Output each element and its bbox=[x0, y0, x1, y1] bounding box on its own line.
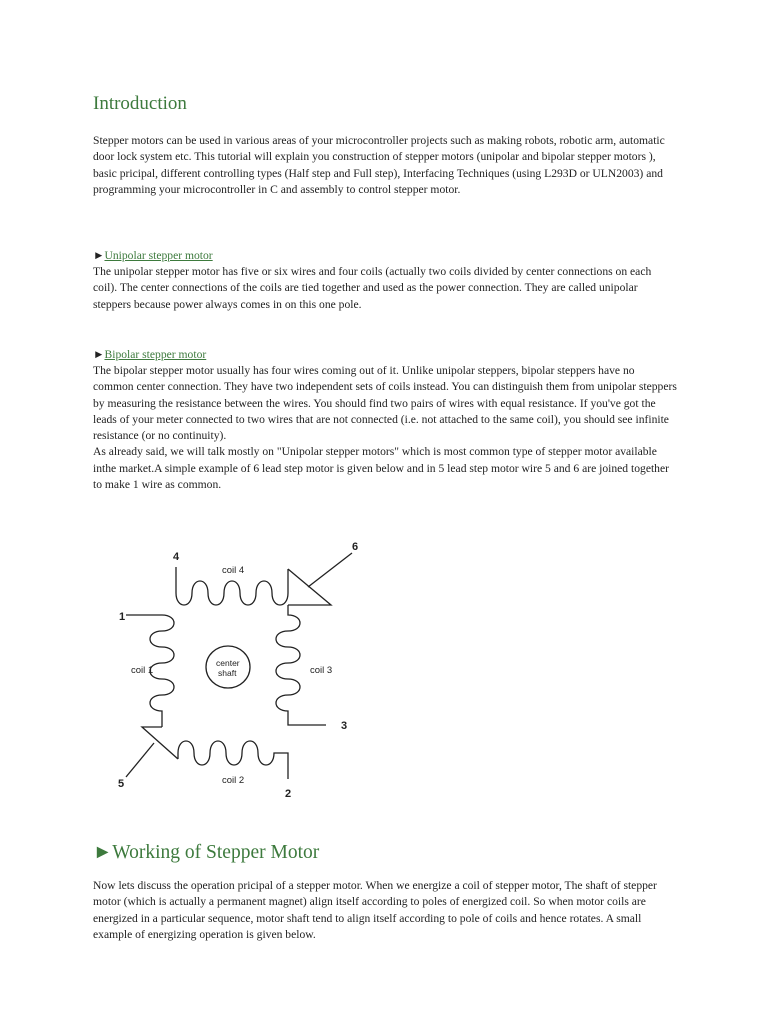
stepper-motor-wiring-diagram bbox=[112, 535, 372, 805]
center-label: center bbox=[216, 658, 240, 668]
bipolar-stepper-motor-link[interactable]: Bipolar stepper motor bbox=[104, 348, 207, 361]
arrow-icon: ► bbox=[93, 348, 105, 361]
arrow-icon: ► bbox=[93, 249, 105, 262]
wire-1-number: 1 bbox=[119, 611, 126, 623]
unipolar-paragraph: The unipolar stepper motor has five or six wires and four coils (actually two coils divided by center connections on each coil). The center connections of the coils are tied together and used as the power connection. They are called unipolar steppers because power always comes in on this one pole. bbox=[93, 265, 652, 311]
coil-3-label: coil 3 bbox=[310, 665, 333, 676]
introduction-paragraph: Stepper motors can be used in various areas of your microcontroller projects such as making robots, robotic arm, automatic door lock system etc. This tutorial will explain you construction of stepper motors (unipolar and bipolar stepper motors ), basic pricipal, different controlling types (Half step and Full step), Interfacing Techniques (using L293D or ULN2003) and programming your microcontroller in C and assembly to control stepper motor. bbox=[93, 134, 665, 196]
bipolar-paragraph bbox=[93, 363, 678, 493]
junction-5 bbox=[142, 727, 178, 759]
working-paragraph: Now lets discuss the operation pricipal of a stepper motor. When we energize a coil of stepper motor, The shaft of stepper motor (which is actually a permanent magnet) align itself according to poles of energized coil. So when motor coils are energized in a particular sequence, motor shaft tend to align itself according to pole of coils and hence rotates. A small example of energizing operation is given below. bbox=[93, 879, 657, 941]
unipolar-subheading bbox=[93, 248, 213, 264]
wire-2-number: 2 bbox=[285, 788, 292, 800]
introduction-heading: Introduction bbox=[93, 93, 187, 114]
bipolar-text: The bipolar stepper motor usually has four wires coming out of it. Unlike unipolar steppers, bipolar steppers have no common center connection. They have two independent sets of coils instead. You can distinguish them from unipolar steppers by measuring the resistance between the wires. You should find two pairs of wires with equal resistance. If you've got the leads of your meter connected to two wires that are not connected (i.e. not attached to the same coil), you should see infinite resistance (or no continuity). bbox=[93, 364, 677, 443]
unipolar-summary-text: As already said, we will talk mostly on "Unipolar stepper motors" which is most common type of stepper motor available inthe market.A simple example of 6 lead step motor is given below and in 5 lead step motor wire 5 and 6 are joined together to make 1 wire as common. bbox=[93, 445, 669, 492]
wire-6 bbox=[308, 553, 352, 587]
shaft-label: shaft bbox=[218, 668, 237, 678]
wire-3-number: 3 bbox=[341, 720, 348, 732]
wire-5-number: 5 bbox=[118, 778, 125, 790]
wire-5 bbox=[126, 743, 154, 777]
working-heading: ►Working of Stepper Motor bbox=[93, 842, 320, 863]
coil-2-winding bbox=[178, 741, 288, 779]
bipolar-subheading bbox=[93, 347, 206, 363]
wire-4-number: 4 bbox=[173, 551, 180, 563]
coil-1-label: coil 1 bbox=[131, 665, 154, 676]
coil-4-label: coil 4 bbox=[222, 565, 245, 576]
coil-2-label: coil 2 bbox=[222, 775, 245, 786]
unipolar-stepper-motor-link[interactable]: Unipolar stepper motor bbox=[104, 249, 213, 262]
wire-6-number: 6 bbox=[352, 541, 359, 553]
